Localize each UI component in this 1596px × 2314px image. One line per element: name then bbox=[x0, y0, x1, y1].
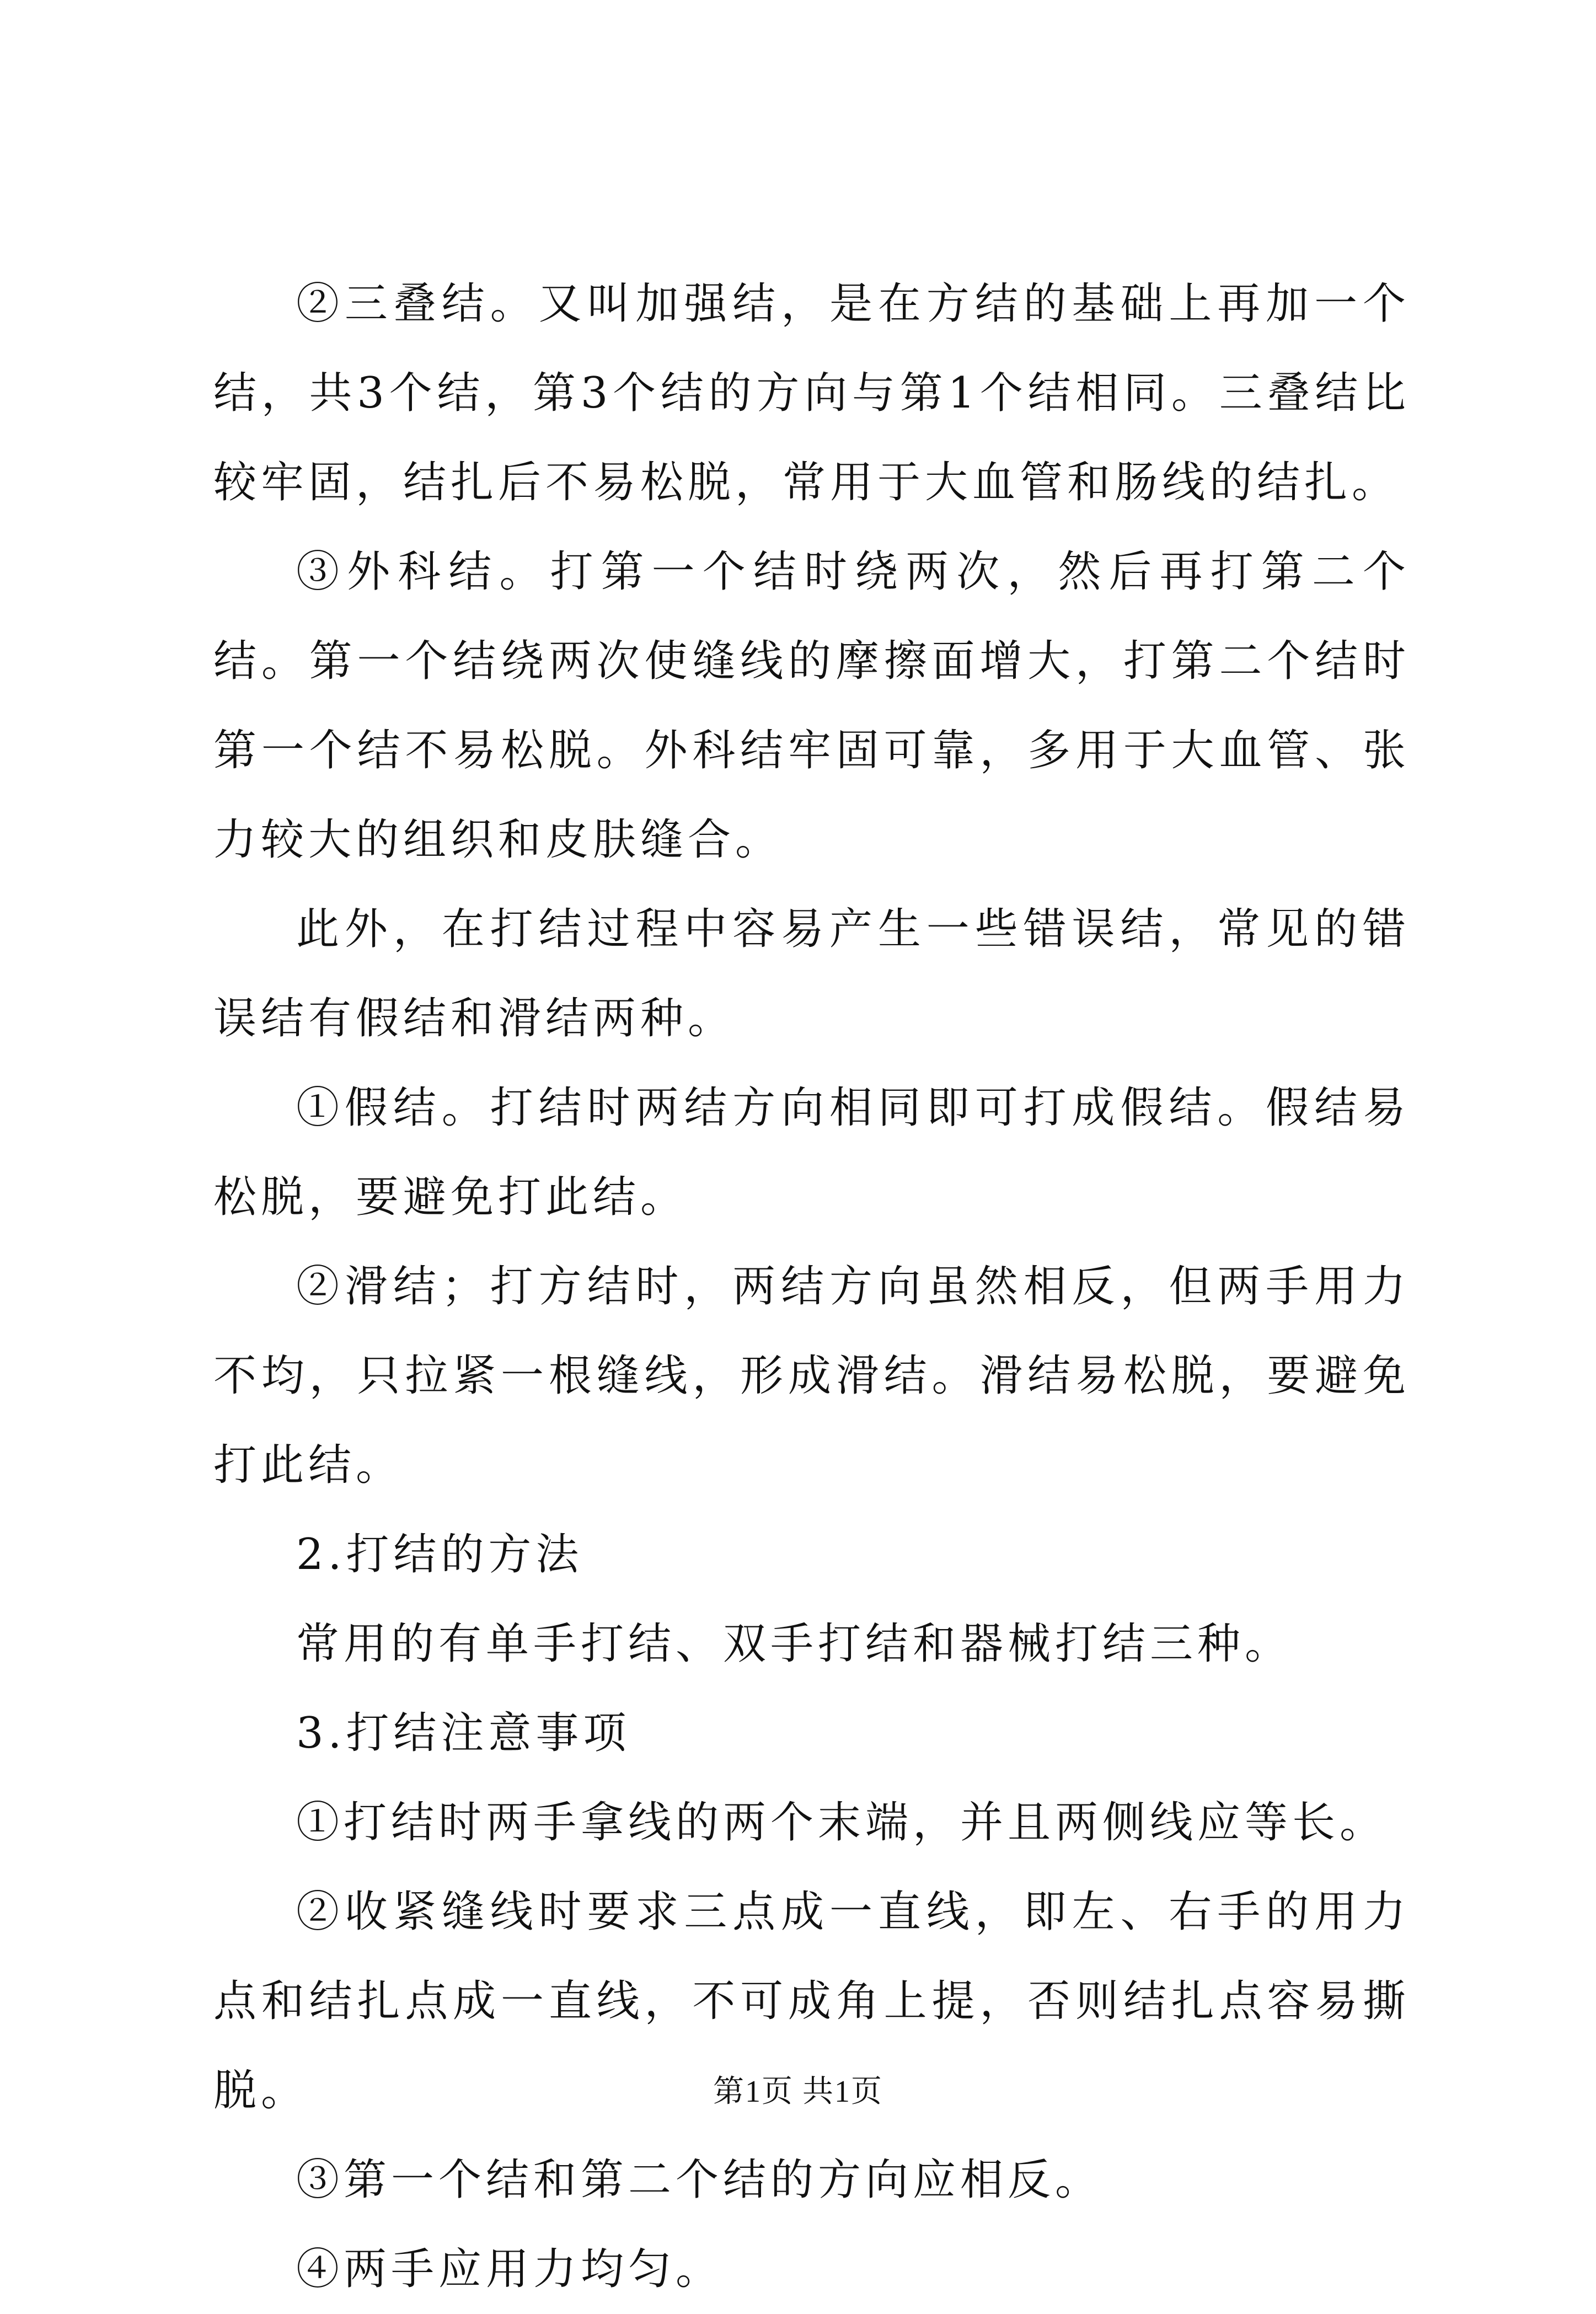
paragraph-surgical-knot: ③外科结。打第一个结时绕两次，然后再打第二个结。第一个结绕两次使缝线的摩擦面增大，打第二个结时第一个结不易松脱。外科结牢固可靠，多用于大血管、张力较大的组织和皮肤缝合。 bbox=[213, 547, 1410, 865]
paragraph-precaution-1: ①打结时两手拿线的两个末端，并且两侧线应等长。 bbox=[296, 1798, 1388, 1847]
paragraph-precaution-3: ③第一个结和第二个结的方向应相反。 bbox=[296, 2155, 1103, 2205]
paragraph-false-knot: ①假结。打结时两结方向相同即可打成假结。假结易松脱，要避免打此结。 bbox=[213, 1083, 1410, 1222]
page-footer: 第1页 共1页 bbox=[713, 2075, 883, 2109]
paragraph-precaution-4: ④两手应用力均匀。 bbox=[296, 2245, 724, 2294]
paragraph-knot-methods: 常用的有单手打结、双手打结和器械打结三种。 bbox=[296, 1619, 1293, 1669]
heading-knot-precautions: 3.打结注意事项 bbox=[296, 1708, 631, 1758]
document-body bbox=[213, 259, 1410, 2314]
paragraph-wrong-knots-intro: 此外，在打结过程中容易产生一些错误结，常见的错误结有假结和滑结两种。 bbox=[213, 904, 1410, 1043]
paragraph-slip-knot: ②滑结；打方结时，两结方向虽然相反，但两手用力不均，只拉紧一根缝线，形成滑结。滑结易松脱，要避免打此结。 bbox=[213, 1262, 1410, 1490]
paragraph-triple-knot: ②三叠结。又叫加强结，是在方结的基础上再加一个结，共3个结，第3个结的方向与第1个结相同。三叠结比较牢固，结扎后不易松脱，常用于大血管和肠线的结扎。 bbox=[213, 279, 1410, 507]
paragraph-precaution-2: ②收紧缝线时要求三点成一直线，即左、右手的用力点和结扎点成一直线，不可成角上提，否则结扎点容易撕脱。 bbox=[213, 1887, 1410, 2115]
heading-knot-methods: 2.打结的方法 bbox=[296, 1530, 583, 1579]
